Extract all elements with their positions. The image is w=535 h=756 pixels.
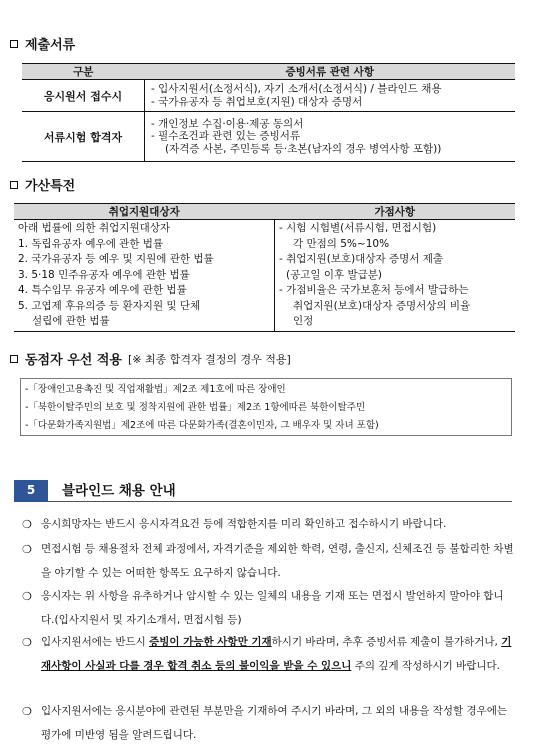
square-bullet-icon [10, 181, 18, 189]
section-heading-tie: 동점자 우선 적용 [※ 최종 합격자 결정의 경우 적용] [10, 349, 291, 368]
table2-header-points: 가점사항 [275, 204, 516, 220]
circle-bullet-icon: ❍ [22, 543, 32, 556]
table1-row-label: 응시원서 접수시 [22, 80, 145, 112]
circle-bullet-icon: ❍ [22, 590, 32, 603]
list-item: -「다문화가족지원법」제2조에 따른 다문화가족(결혼이민자, 그 배우자 및 자녀 포함) [25, 420, 379, 431]
table1-header-docs: 증빙서류 관련 사항 [145, 64, 516, 80]
section-5-title: 블라인드 채용 안내 [62, 483, 176, 499]
table1-header-category: 구분 [22, 64, 145, 80]
square-bullet-icon [10, 40, 18, 48]
table2-right-cell: - 시험 시험별(서류시험, 면접시험) 각 만점의 5%~10% - 취업지원(보호)대상자 증명서 제출 (공고일 이후 발급분) - 가점비율은 국가보훈처 등에서 발급하는 취업지원(보호)대상자 증명서상의 비율 인정 [275, 220, 516, 332]
section-heading-bonus: 가산특전 [10, 175, 75, 194]
bullet-item: ❍ 면접시험 등 채용절차 전체 과정에서, 자격기준을 제외한 학력, 연령, 출신지, 신체조건 등 불합리한 차별을 야기할 수 있는 어떠한 항목도 요구하지 않습니다. [22, 538, 514, 585]
section-5-header [14, 480, 512, 502]
bonus-table [14, 203, 515, 332]
circle-bullet-icon: ❍ [22, 518, 32, 531]
bullet-item: ❍ 응시자는 위 사항을 유추하거나 암시할 수 있는 일체의 내용을 기재 또는 면접시 발언하지 말아야 합니다.(입사지원서 및 자기소개서, 면접시험 등) [22, 585, 514, 632]
table2-header-target: 취업지원대상자 [14, 204, 275, 220]
circle-bullet-icon: ❍ [22, 636, 32, 649]
table1-row-label: 서류시험 합격자 [22, 112, 145, 162]
tie-note: [※ 최종 합격자 결정의 경우 적용] [127, 352, 291, 366]
table1-row-content: - 개인정보 수집·이용·제공 동의서 - 필수조건과 관련 있는 증빙서류 (자격증 사본, 주민등록 등·초본(남자의 경우 병역사항 포함)) [145, 112, 516, 162]
documents-table [22, 63, 515, 162]
bullet-item: ❍ 입사지원서에는 응시분야에 관련된 부분만을 기재하여 주시기 바라며, 그 외의 내용을 작성할 경우에는 평가에 미반영 됨을 알려드립니다. [22, 700, 514, 747]
bullet-item: ❍ 입사지원서에는 반드시 증빙이 가능한 사항만 기재하시기 바라며, 추후 증빙서류 제출이 불가하거나, 기재사항이 사실과 다를 경우 합격 취소 등의 불이익을 받을 수 있으니 주의 깊게 작성하시기 바랍니다. [22, 631, 514, 678]
list-item: -「북한이탈주민의 보호 및 정착지원에 관한 법률」제2조 1항에따른 북한이탈주민 [25, 402, 366, 413]
tie-priority-box [20, 378, 512, 436]
list-item: -「장애인고용촉진 및 직업재활법」제2조 제1호에 따른 장애인 [25, 384, 286, 395]
highlight-text: 기재사항이 사실과 다를 경우 합격 취소 등의 불이익을 받을 수 있으니 [41, 636, 512, 672]
square-bullet-icon [10, 355, 18, 363]
table2-left-cell: 아래 법률에 의한 취업지원대상자 1. 독립유공자 예우에 관한 법률 2. 국가유공자 등 예우 및 지원에 관한 법률 3. 5·18 민주유공자 예우에 관한 법률 4. 특수임무 유공자 예우에 관한 법률 5. 고엽제 후유의증 등 환자지원 및 단체 설립에 관한 법률 [14, 220, 275, 332]
section-heading-documents: 제출서류 [10, 34, 75, 53]
highlight-text: 증빙이 가능한 사항만 기재 [149, 636, 272, 648]
bullet-item: ❍ 응시희망자는 반드시 응시자격요건 등에 적합한지를 미리 확인하고 접수하시기 바랍니다. [22, 513, 514, 537]
circle-bullet-icon: ❍ [22, 705, 32, 718]
table1-row-content: - 입사지원서(소정서식), 자기 소개서(소정서식) / 블라인드 채용 - 국가유공자 등 취업보호(지원) 대상자 증명서 [145, 80, 516, 112]
section-number-badge: 5 [14, 480, 48, 501]
